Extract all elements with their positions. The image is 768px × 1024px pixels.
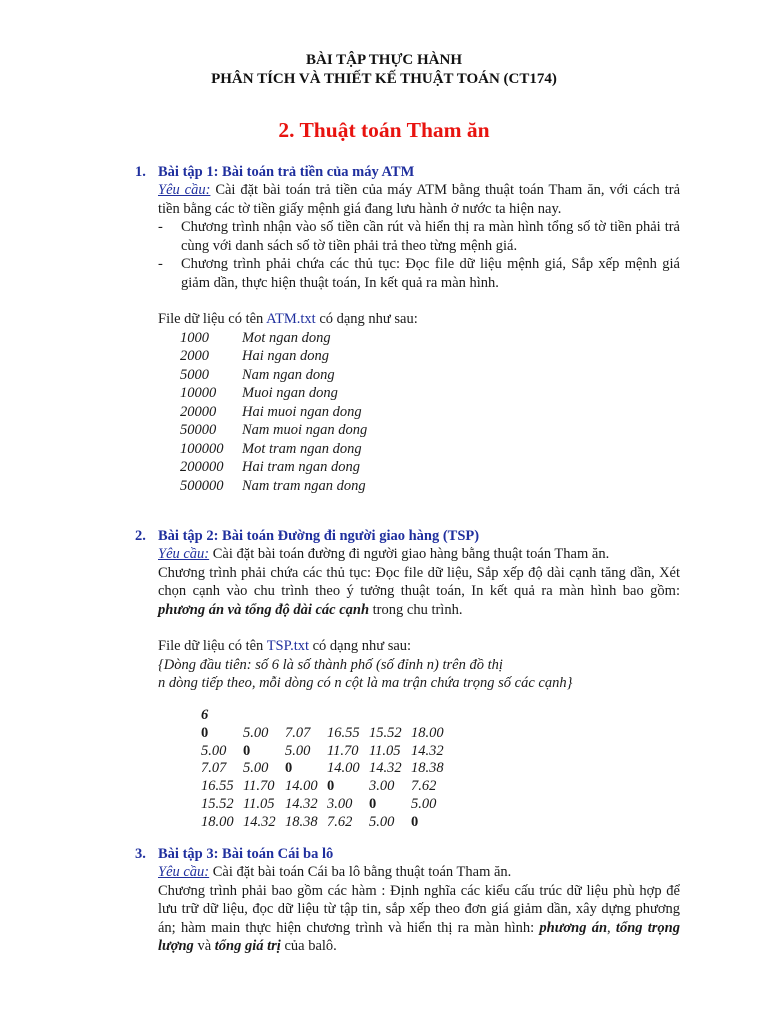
matrix-row — [201, 814, 453, 832]
header-line-2: PHÂN TÍCH VÀ THIẾT KẾ THUẬT TOÁN (CT174) — [211, 71, 557, 87]
exercise-3-heading — [135, 845, 680, 863]
denomination-name: Mot tram ngan dong — [242, 440, 362, 457]
matrix-row — [201, 743, 453, 761]
matrix-cell: 15.52 — [201, 795, 234, 812]
paragraph-text: Chương trình phải chứa các thủ tục: Đọc file dữ liệu, Sắp xếp độ dài cạnh tăng dần, Xét chọn cạnh vào chu trình theo ý tưởng thuật toán, In kết quả ra màn hình bao gồm: — [158, 564, 680, 599]
bullet-dash: - — [158, 219, 163, 235]
matrix-cell: 14.00 — [327, 760, 360, 777]
matrix-row — [201, 778, 453, 796]
denomination-row — [135, 477, 680, 496]
denomination-row — [135, 329, 680, 348]
matrix-size: 6 — [201, 707, 209, 723]
exercise-3-title: Bài tập 3: Bài toán Cái ba lô — [158, 846, 334, 862]
header-line-1: BÀI TẬP THỰC HÀNH — [306, 52, 462, 68]
matrix-cell: 11.05 — [243, 795, 275, 812]
matrix-cell: 18.00 — [411, 724, 444, 741]
paragraph-emphasis-2: tổng trọng lượng — [158, 919, 680, 954]
matrix-cell: 11.05 — [369, 742, 401, 759]
matrix-cell: 14.00 — [285, 778, 318, 795]
matrix-row — [201, 760, 453, 778]
matrix-rows — [201, 725, 453, 832]
denomination-row — [135, 458, 680, 477]
exercise-1-title: Bài tập 1: Bài toán trả tiền của máy ATM — [158, 164, 415, 180]
matrix-cell: 16.55 — [201, 778, 234, 795]
bullet-dash: - — [158, 256, 163, 272]
file-prefix: File dữ liệu có tên — [158, 311, 267, 327]
matrix-cell: 14.32 — [285, 795, 318, 812]
denomination-name: Nam ngan dong — [242, 366, 335, 383]
tsp-matrix — [201, 707, 453, 832]
file-note-line-1: {Dòng đầu tiên: số 6 là số thành phố (số đỉnh n) trên đồ thị — [158, 656, 503, 673]
matrix-cell: 3.00 — [369, 778, 395, 795]
denomination-value: 1000 — [180, 329, 209, 346]
matrix-cell: 7.62 — [327, 813, 353, 830]
exercise-3-requirement — [135, 863, 680, 882]
matrix-cell: 5.00 — [285, 742, 311, 759]
exercise-2-requirement — [135, 545, 680, 564]
paragraph-text: Chương trình phải bao gồm các hàm : Định nghĩa các kiểu cấu trúc dữ liệu phù hợp để lưu trữ dữ liệu, đọc dữ liệu từ tập tin, sắp xếp theo đơn giá giảm dần, xây dựng phương án; hàm main thực hiện chương trình và hiển thị ra màn hình: — [158, 882, 680, 936]
bullet-text: Chương trình nhận vào số tiền cần rút và hiển thị ra màn hình tổng số tờ tiền phải trả cùng với danh sách số tờ tiền phải trả theo từng mệnh giá. — [181, 219, 680, 254]
exercise-1-bullet-1 — [135, 218, 680, 255]
matrix-cell: 14.32 — [411, 742, 444, 759]
denomination-name: Hai muoi ngan dong — [242, 403, 362, 420]
matrix-cell: 5.00 — [201, 742, 227, 759]
paragraph-emphasis-3: tổng giá trị — [214, 938, 281, 954]
denomination-row — [135, 421, 680, 440]
denomination-name: Mot ngan dong — [242, 329, 331, 346]
paragraph-emphasis: phương án và tổng độ dài các cạnh — [158, 601, 370, 618]
denomination-name: Muoi ngan dong — [242, 385, 338, 401]
denomination-name: Nam tram ngan dong — [242, 477, 366, 494]
separator: và — [193, 938, 215, 954]
denomination-row — [135, 403, 680, 422]
denomination-row — [135, 347, 680, 366]
denomination-name: Hai tram ngan dong — [242, 459, 361, 475]
requirement-text: Cài đặt bài toán đường đi người giao hàng bằng thuật toán Tham ăn. — [209, 546, 610, 562]
exercise-3-number: 3. — [135, 846, 146, 862]
exercise-1-requirement — [135, 181, 680, 218]
exercise-2-number: 2. — [135, 528, 146, 544]
exercise-2-title: Bài tập 2: Bài toán Đường đi người giao hàng (TSP) — [158, 528, 480, 544]
exercise-3 — [135, 845, 680, 956]
matrix-cell: 3.00 — [327, 795, 353, 812]
matrix-cell: 0 — [201, 724, 209, 741]
matrix-cell: 18.00 — [201, 813, 234, 830]
matrix-cell: 5.00 — [243, 760, 269, 777]
denomination-value: 500000 — [180, 477, 224, 494]
matrix-cell: 7.07 — [285, 724, 311, 741]
matrix-cell: 5.00 — [369, 813, 395, 830]
matrix-row — [201, 796, 453, 814]
separator: , — [607, 919, 616, 936]
exercise-2-paragraph — [135, 564, 680, 620]
requirement-label: Yêu cầu: — [158, 546, 210, 562]
requirement-label: Yêu cầu: — [158, 864, 210, 880]
matrix-cell: 0 — [285, 760, 293, 777]
exercise-1 — [135, 163, 680, 495]
paragraph-emphasis-1: phương án — [539, 919, 608, 936]
matrix-cell: 18.38 — [285, 813, 318, 830]
paragraph-end: của balô. — [280, 938, 337, 954]
exercise-2-file-line — [135, 637, 680, 656]
denomination-name: Nam muoi ngan dong — [242, 422, 368, 438]
matrix-cell: 7.62 — [411, 778, 437, 795]
exercise-1-file-line — [135, 310, 680, 329]
matrix-cell: 14.32 — [369, 760, 402, 777]
requirement-label: Yêu cầu: — [158, 182, 211, 198]
matrix-cell: 5.00 — [243, 724, 269, 741]
exercise-2 — [135, 527, 680, 693]
bullet-text: Chương trình phải chứa các thủ tục: Đọc file dữ liệu mệnh giá, Sắp xếp mệnh giá giảm dần, thực hiện thuật toán, In kết quả ra màn hình. — [181, 256, 680, 291]
matrix-cell: 14.32 — [243, 813, 276, 830]
matrix-cell: 18.38 — [411, 760, 444, 777]
denomination-row — [135, 366, 680, 385]
denomination-value: 10000 — [180, 385, 217, 401]
atm-file-link[interactable]: ATM.txt — [266, 311, 316, 327]
matrix-row — [201, 725, 453, 743]
denomination-value: 2000 — [180, 348, 209, 364]
exercise-2-heading — [135, 527, 680, 545]
exercise-3-paragraph — [135, 882, 680, 956]
file-note-line-2: n dòng tiếp theo, mỗi dòng có n cột là ma trận chứa trọng số các cạnh} — [158, 675, 573, 691]
matrix-cell: 0 — [327, 778, 335, 795]
atm-denomination-list — [135, 329, 680, 496]
matrix-cell: 0 — [369, 795, 377, 812]
exercise-1-bullet-2 — [135, 255, 680, 292]
exercise-1-number: 1. — [135, 164, 146, 180]
file-suffix: có dạng như sau: — [309, 638, 412, 654]
denomination-value: 5000 — [180, 366, 209, 383]
exercise-1-heading — [135, 163, 680, 181]
matrix-cell: 16.55 — [327, 724, 360, 741]
matrix-cell: 0 — [411, 813, 419, 830]
denomination-value: 100000 — [180, 440, 224, 457]
matrix-cell: 11.70 — [243, 778, 275, 795]
paragraph-end: trong chu trình. — [369, 601, 463, 618]
denomination-value: 200000 — [180, 459, 224, 475]
file-suffix: có dạng như sau: — [315, 311, 418, 327]
chapter-title: 2. Thuật toán Tham ăn — [278, 118, 490, 142]
file-prefix: File dữ liệu có tên — [158, 638, 267, 654]
denomination-value: 20000 — [180, 403, 217, 420]
requirement-text: Cài đặt bài toán trả tiền của máy ATM bằng thuật toán Tham ăn, với cách trả tiền bằng các tờ tiền giấy mệnh giá đang lưu hành ở nước ta hiện nay. — [158, 182, 680, 217]
matrix-cell: 15.52 — [369, 724, 402, 741]
denomination-value: 50000 — [180, 422, 217, 438]
tsp-file-link[interactable]: TSP.txt — [266, 638, 309, 654]
matrix-cell: 5.00 — [411, 795, 437, 812]
denomination-row — [135, 384, 680, 403]
matrix-cell: 7.07 — [201, 760, 227, 777]
denomination-row — [135, 440, 680, 459]
matrix-cell: 0 — [243, 742, 251, 759]
matrix-cell: 11.70 — [327, 742, 359, 759]
denomination-name: Hai ngan dong — [242, 348, 329, 364]
requirement-text: Cài đặt bài toán Cái ba lô bằng thuật toán Tham ăn. — [209, 864, 512, 880]
